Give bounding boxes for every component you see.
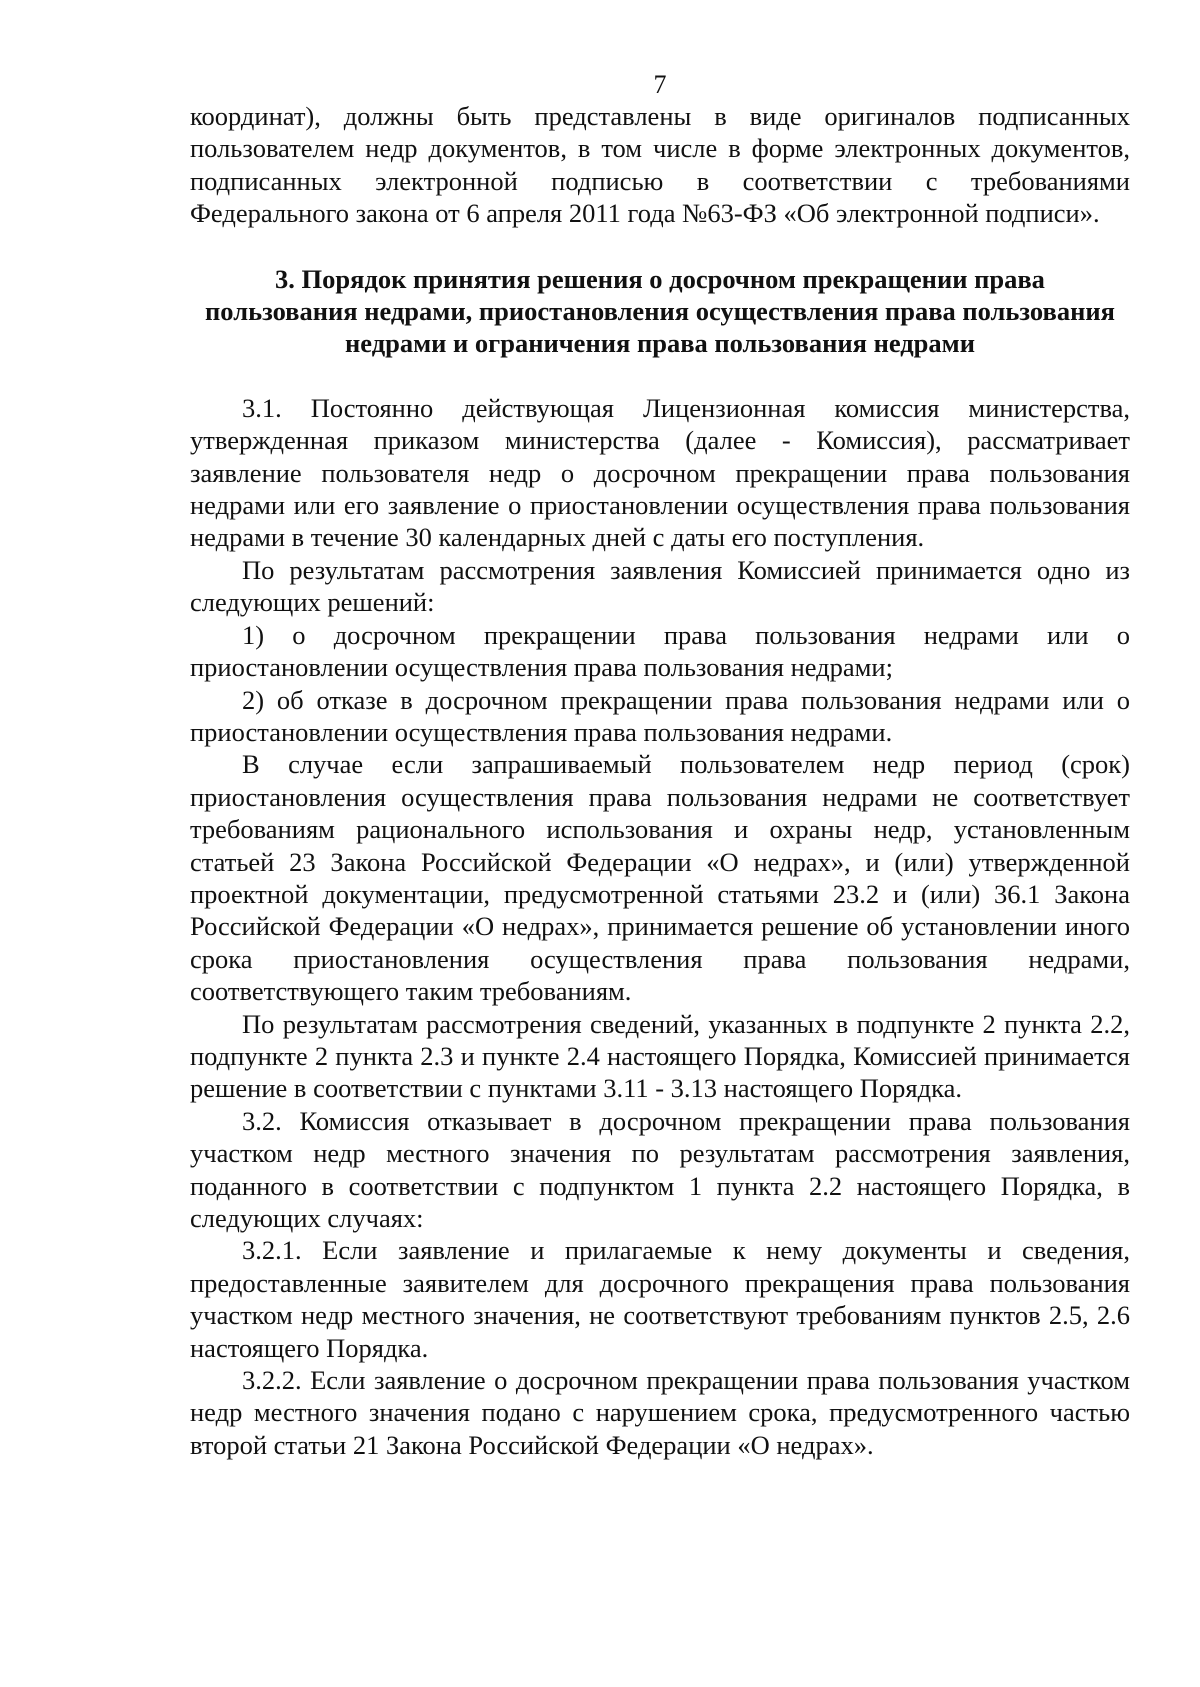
paragraph-intro: координат), должны быть представлены в виде оригиналов подписанных пользователем недр документов, в том числе в форме электронных документов, подписанных электронной подписью в соответствии с требованиями Федерального закона от 6 апреля 2011 года №63-ФЗ «Об электронной подписи». [190, 101, 1130, 229]
paragraph-3-2-2: 3.2.2. Если заявление о досрочном прекращении права пользования участком недр местного значения подано с нарушением срока, предусмотренного частью второй статьи 21 Закона Российской Федерации «О недрах». [190, 1365, 1130, 1460]
paragraph-3-1: 3.1. Постоянно действующая Лицензионная комиссия министерства, утвержденная приказом министерства (далее - Комиссия), рассматривает заявление пользователя недр о досрочном прекращении права пользования недрами или его заявление о приостановлении осуществления права пользования недрами в течение 30 календарных дней с даты его поступления. [190, 392, 1130, 553]
paragraph-decision-1: 1) о досрочном прекращении права пользования недрами или о приостановлении осуществления права пользования недрами; [190, 619, 1130, 683]
paragraph-review-results: По результатам рассмотрения сведений, указанных в подпункте 2 пункта 2.2, подпункте 2 пункта 2.3 и пункте 2.4 настоящего Порядка, Комиссией принимается решение в соответствии с пунктами 3.11 - 3.13 настоящего Порядка. [190, 1008, 1130, 1104]
paragraph-3-2: 3.2. Комиссия отказывает в досрочном прекращении права пользования участком недр местного значения по результатам рассмотрения заявления, поданного в соответствии с подпунктом 1 пункта 2.2 настоящего Порядка, в следующих случаях: [190, 1105, 1130, 1233]
paragraph-3-2-1: 3.2.1. Если заявление и прилагаемые к нему документы и сведения, предоставленные заявителем для досрочного прекращения права пользования участком недр местного значения, не соответствуют требованиям пунктов 2.5, 2.6 настоящего Порядка. [190, 1235, 1130, 1363]
page-number: 7 [653, 70, 667, 99]
paragraph-decision-2: 2) об отказе в досрочном прекращении права пользования недрами или о приостановлении осуществления права пользования недрами. [190, 684, 1130, 747]
paragraph-decisions-intro: По результатам рассмотрения заявления Комиссией принимается одно из следующих решений: [190, 554, 1130, 618]
document-page [190, 70, 1130, 1461]
section-heading: 3. Порядок принятия решения о досрочном прекращении права пользования недрами, приостановления осуществления права пользования недрами и ограничения права пользования недрами [205, 263, 1115, 359]
paragraph-other-term: В случае если запрашиваемый пользователем недр период (срок) приостановления осуществления права пользования недрами не соответствует требованиям рационального использования и охраны недр, установленным статьей 23 Закона Российской Федерации «О недрах», и (или) утвержденной проектной документации, предусмотренной статьями 23.2 и (или) 36.1 Закона Российской Федерации «О недрах», принимается решение об установлении иного срока приостановления осуществления права пользования недрами, соответствующего таким требованиям. [190, 749, 1130, 1007]
